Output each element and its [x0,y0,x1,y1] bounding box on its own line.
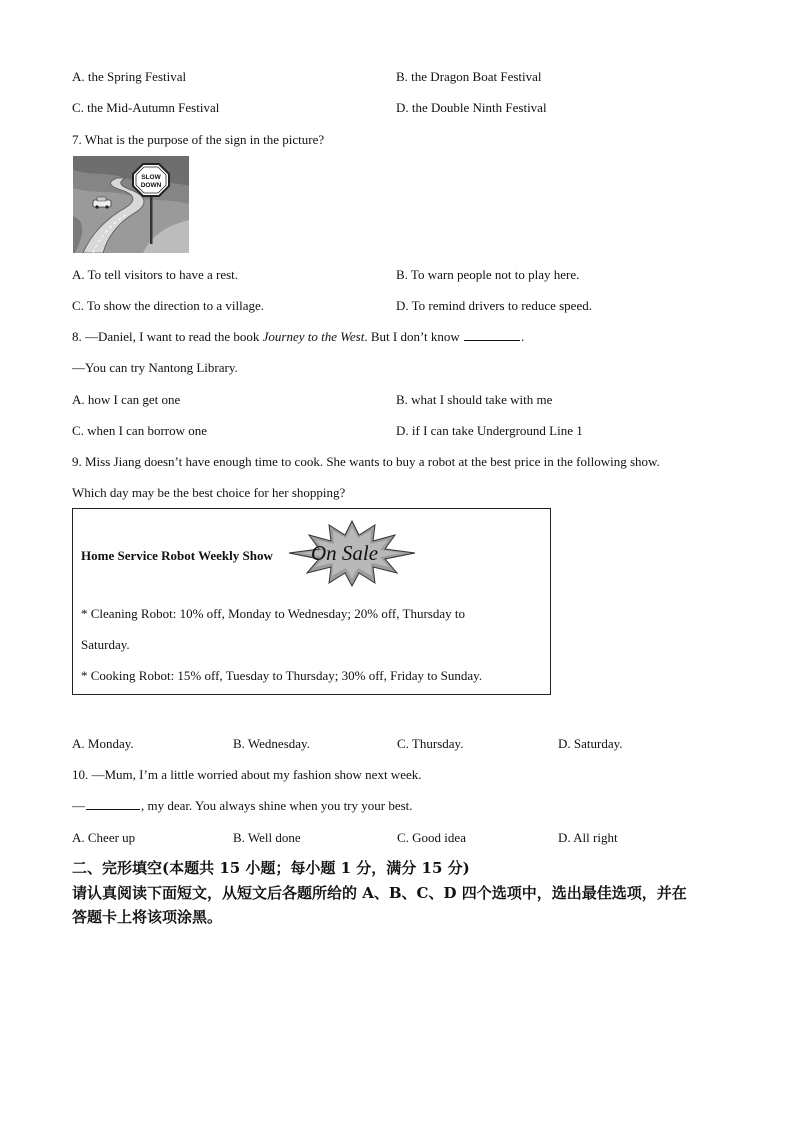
section-2-instruction-line-2: 答题卡上将该项涂黑。 [72,908,223,926]
slow-down-sign-icon [133,164,169,196]
q6-option-c: C. the Mid-Autumn Festival [72,100,220,115]
q10-reply [72,798,413,814]
advert-title: Home Service Robot Weekly Show [81,548,273,563]
q8-book-title: Journey to the West [262,329,365,344]
q7-option-b: B. To warn people not to play here. [396,267,580,282]
q6-option-d: D. the Double Ninth Festival [396,100,547,115]
q7-option-c: C. To show the direction to a village. [72,298,265,313]
q6-option-b: B. the Dragon Boat Festival [396,69,542,84]
q9-question-line-2: Which day may be the best choice for her shopping? [72,485,346,500]
q10-option-d: D. All right [558,830,618,845]
q8-reply: —You can try Nantong Library. [72,360,238,375]
q9-option-a: A. Monday. [72,736,134,751]
q10-option-c: C. Good idea [397,830,466,845]
q10-option-b: B. Well done [233,830,301,845]
q7-option-a: A. To tell visitors to have a rest. [72,267,239,282]
q9-option-d: D. Saturday. [558,736,623,751]
q9-question-line-1: 9. Miss Jiang doesn’t have enough time to cook. She wants to buy a robot at the best price in the following show. [72,454,660,469]
advert-cleaning-robot-line-1: * Cleaning Robot: 10% off, Monday to Wednesday; 20% off, Thursday to [81,606,465,621]
q8-question [72,329,524,345]
q8-end: . [521,329,525,344]
advert-cleaning-robot-line-2: Saturday. [81,637,130,652]
q10-option-a: A. Cheer up [72,830,136,845]
q10-reply-prefix: — [72,798,85,813]
section-2-heading: 二、完形填空(本题共 15 小题；每小题 1 分，满分 15 分) [72,859,470,877]
advert-cooking-robot-line: * Cooking Robot: 15% off, Tuesday to Thursday; 30% off, Friday to Sunday. [81,668,483,683]
q8-prefix: 8. —Daniel, I want to read the book [72,329,263,344]
q8-option-b: B. what I should take with me [396,392,553,407]
q7-option-d: D. To remind drivers to reduce speed. [396,298,592,313]
q8-option-c: C. when I can borrow one [72,423,208,438]
on-sale-text: On Sale [311,541,379,565]
on-sale-burst [287,519,417,587]
slow-down-sign-picture [73,156,189,253]
q8-answer-blank [464,329,520,341]
q6-option-a: A. the Spring Festival [72,69,187,84]
q9-option-b: B. Wednesday. [233,736,310,751]
q10-answer-blank [86,798,140,810]
robot-show-advert [72,508,551,695]
q8-suffix: . But I don’t know [364,329,460,344]
sign-text-slow: SLOW [141,174,161,181]
section-2-instruction-line-1: 请认真阅读下面短文，从短文后各题所给的 A、B、C、D 四个选项中，选出最佳选项，并在 [72,884,687,902]
q7-question: 7. What is the purpose of the sign in the picture? [72,132,325,147]
q10-reply-suffix: , my dear. You always shine when you try your best. [141,798,413,813]
q8-option-a: A. how I can get one [72,392,181,407]
q9-option-c: C. Thursday. [397,736,464,751]
q10-question: 10. —Mum, I’m a little worried about my fashion show next week. [72,767,422,782]
q8-option-d: D. if I can take Underground Line 1 [396,423,583,438]
sign-text-down: DOWN [140,182,162,189]
